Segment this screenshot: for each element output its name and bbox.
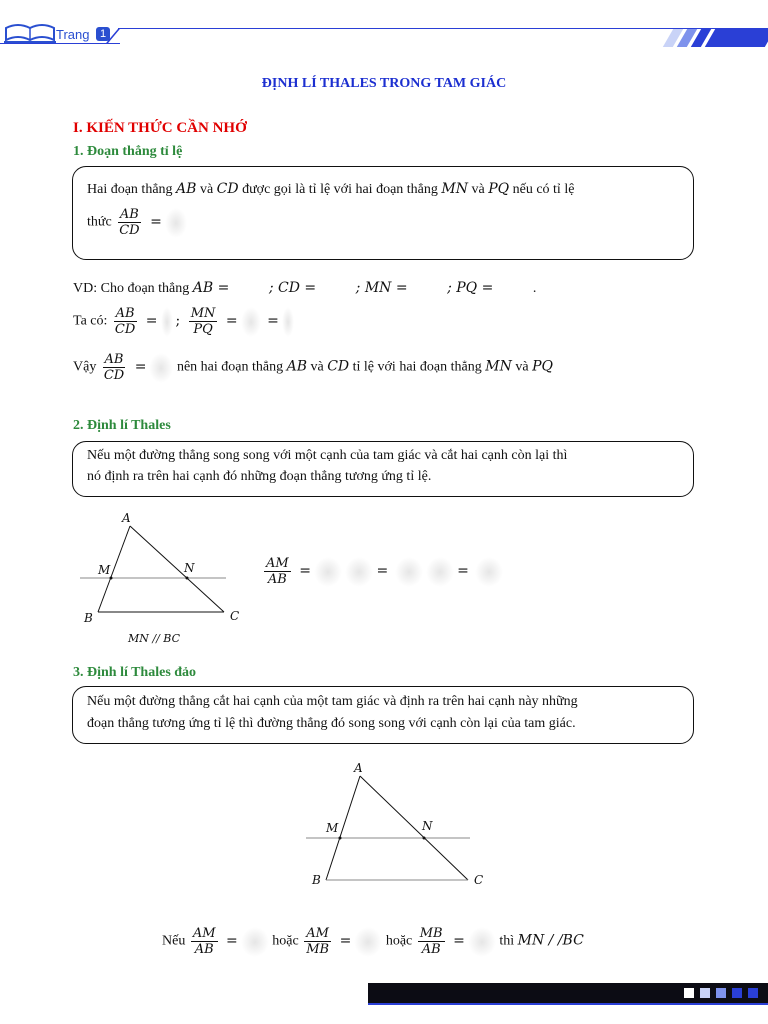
thales-box [72, 441, 694, 497]
label-n: N [184, 561, 195, 575]
ratio-ab-cd: $\frac{AB}{CD}$ [119, 207, 140, 238]
taco-fraction-2: $\frac{MN}{PQ}$ [190, 306, 216, 337]
caption-mn-parallel-bc: MN // BC [128, 632, 180, 645]
label-b: B [312, 873, 321, 887]
point-n [423, 837, 426, 840]
label-m: M [98, 563, 111, 577]
converse-diagram [300, 758, 500, 894]
converse-condition: Nếu $\frac{AM}{AB}$ = hoặc $\frac{AM}{MB}$ = hoặc $\frac{MB}{AB}$ = thì MN / /BC [162, 926, 584, 957]
document-title: ĐỊNH LÍ THALES TRONG TAM GIÁC [261, 76, 507, 91]
footer-line [368, 1003, 768, 1005]
label-m: M [326, 821, 339, 835]
taco-fraction-1: $\frac{AB}{CD}$ [114, 306, 136, 337]
label-a: A [354, 761, 363, 775]
side-ac [130, 526, 224, 612]
definition-line2: thức $\frac{AB}{CD}$ = [87, 207, 187, 238]
point-n [186, 577, 189, 580]
label-b: B [84, 611, 93, 625]
taco-line: Ta có: $\frac{AB}{CD}$ = ; $\frac{MN}{PQ}$ = = [73, 306, 294, 337]
label-c: C [230, 609, 240, 623]
ratio-am-mb: $\frac{AM}{MB}$ [306, 926, 330, 957]
label-c: C [474, 873, 484, 887]
example-line: VD: Cho đoạn thẳng AB = ; CD = ; MN = ; PQ = . [73, 280, 537, 296]
part3-heading: 3. Định lí Thales đảo [73, 665, 197, 680]
side-ac [360, 776, 468, 880]
converse-box [72, 686, 694, 744]
label-a: A [122, 511, 131, 525]
stripe-4 [705, 29, 768, 47]
thales-line1: Nếu một đường thẳng song song với một cạnh của tam giác và cắt hai cạnh còn lại thì [87, 448, 568, 463]
ratio-am-ab: $\frac{AM}{AB}$ [266, 556, 289, 587]
book-icon [4, 22, 56, 44]
footer-square-5 [748, 988, 758, 998]
converse-line1: Nếu một đường thẳng cắt hai cạnh của một tam giác và định ra trên hai cạnh này những [87, 694, 578, 709]
converse-line2: đoạn thẳng tương ứng tỉ lệ thì đường thẳng đó song song với cạnh còn lại của tam giác. [87, 716, 576, 731]
footer-square-3 [716, 988, 726, 998]
ratio-mb-ab: $\frac{MB}{AB}$ [419, 926, 443, 957]
part2-heading: 2. Định lí Thales [73, 418, 171, 433]
footer-bar [368, 983, 768, 1003]
vay-line: Vậy $\frac{AB}{CD}$ = nên hai đoạn thẳng AB và CD tỉ lệ với hai đoạn thẳng MN và PQ [73, 352, 553, 383]
definition-line1: Hai đoạn thẳng AB và CD được gọi là tỉ lệ với hai đoạn thẳng MN và PQ nếu có tỉ lệ [87, 181, 575, 197]
thales-line2: nó định ra trên hai cạnh đó những đoạn thẳng tương ứng tỉ lệ. [87, 469, 432, 484]
part1-heading: 1. Đoạn thẳng tỉ lệ [73, 144, 183, 159]
header-underline [0, 43, 120, 44]
ratio-am-ab: $\frac{AM}{AB}$ [192, 926, 216, 957]
page-number-badge: 1 [96, 27, 110, 41]
thales-ratios: $\frac{AM}{AB}$ = = = [262, 556, 503, 587]
hidden-fraction [165, 208, 187, 238]
header-stripes [660, 29, 768, 47]
footer-square-4 [732, 988, 742, 998]
section-heading: I. KIẾN THỨC CẦN NHỚ [73, 120, 247, 136]
label-n: N [422, 819, 433, 833]
point-m [339, 837, 342, 840]
definition-box [72, 166, 694, 260]
footer-square-1 [684, 988, 694, 998]
footer-square-2 [700, 988, 710, 998]
page-label: Trang [56, 27, 90, 42]
vay-fraction: $\frac{AB}{CD}$ [103, 352, 125, 383]
thales-diagram [76, 508, 256, 648]
